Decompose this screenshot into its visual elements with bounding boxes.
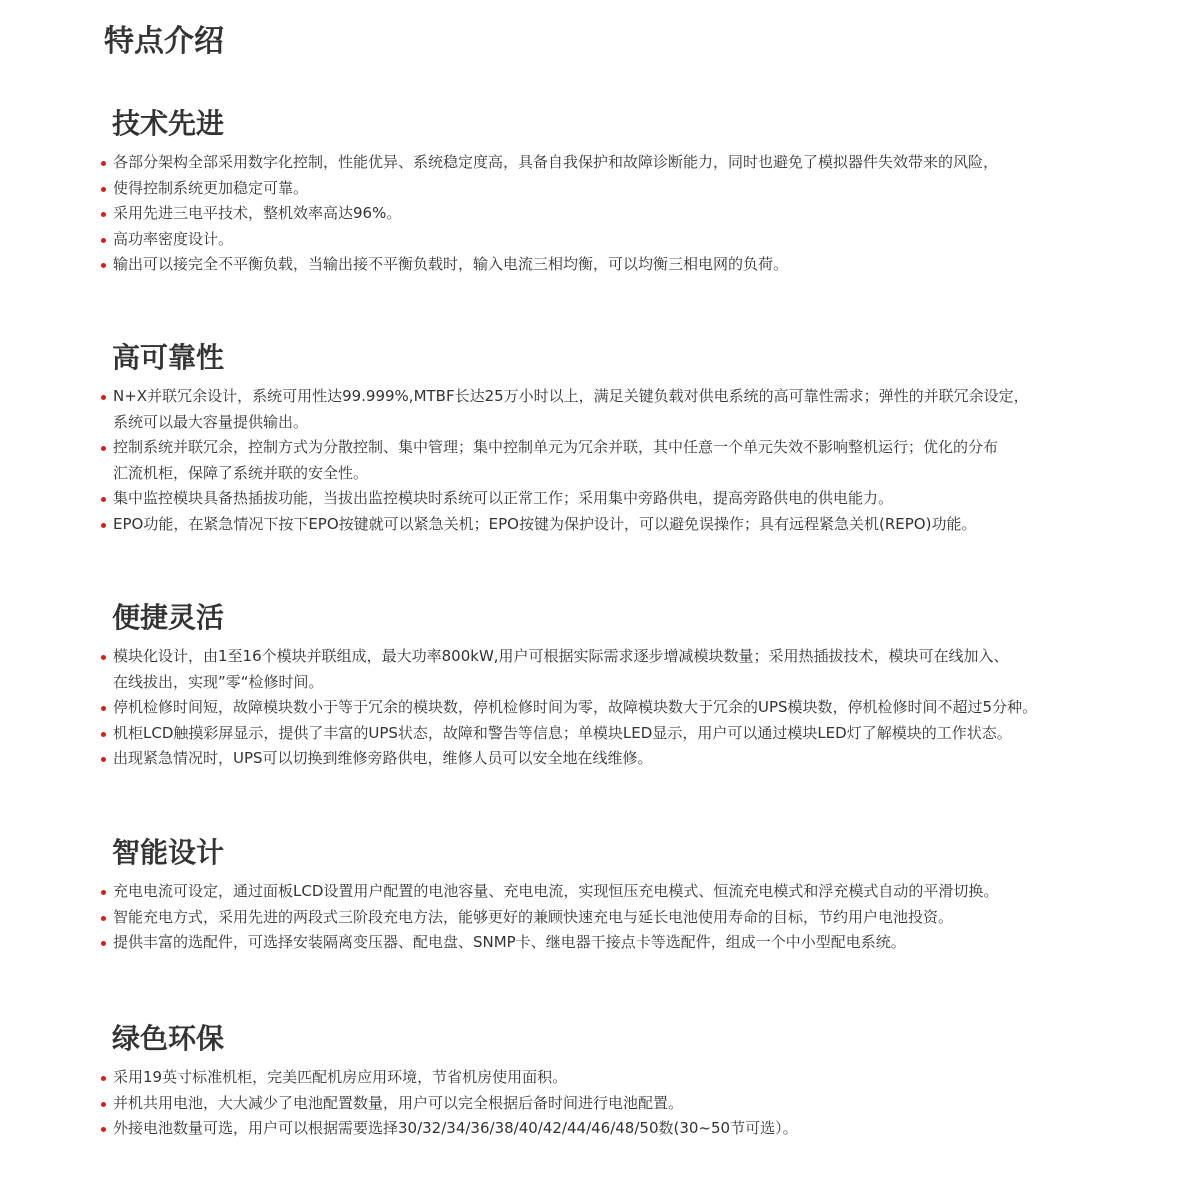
bullet-dot-icon	[101, 523, 106, 528]
list-item	[100, 746, 1160, 772]
section-reliability	[100, 340, 1160, 537]
bullet-dot-icon	[101, 706, 106, 711]
list-item-text: 高功率密度设计。	[113, 229, 234, 248]
list-item	[100, 201, 1160, 227]
list-item-text: 出现紧急情况时，UPS可以切换到维修旁路供电，维修人员可以安全地在线维修。	[113, 749, 653, 767]
list-item-text: 外接电池数量可选，用户可以根据需要选择30/32/34/36/38/40/42/44/46/48/50数(30~50节可选）。	[113, 1119, 798, 1137]
list-item-text: 使得控制系统更加稳定可靠。	[113, 178, 309, 197]
bullet-dot-icon	[101, 941, 106, 946]
list-item	[100, 1116, 1160, 1142]
list-item	[100, 930, 1160, 956]
bullet-list	[100, 384, 1160, 537]
bullet-dot-icon	[101, 1102, 106, 1107]
section-heading: 便捷灵活	[112, 601, 225, 634]
bullet-dot-icon	[101, 187, 106, 192]
bullet-list	[100, 644, 1160, 772]
list-item	[100, 1091, 1160, 1117]
bullet-dot-icon	[101, 1127, 106, 1132]
list-item-text: 控制系统并联冗余，控制方式为分散控制、集中管理；集中控制单元为冗余并联，其中任意一个单元失效不影响整机运行；优化的分布 汇流机柜，保障了系统并联的安全性。	[113, 438, 999, 482]
bullet-dot-icon	[101, 757, 106, 762]
bullet-list	[100, 150, 1160, 278]
section-heading: 技术先进	[112, 107, 225, 140]
list-item-text: 并机共用电池，大大减少了电池配置数量，用户可以完全根据后备时间进行电池配置。	[113, 1093, 684, 1112]
list-item	[100, 176, 1160, 202]
bullet-dot-icon	[101, 446, 106, 451]
bullet-dot-icon	[101, 497, 106, 502]
section-heading: 智能设计	[112, 836, 225, 869]
section-flexibility	[100, 600, 1160, 772]
bullet-dot-icon	[101, 1076, 106, 1081]
list-item-text: 集中监控模块具备热插拔功能，当拔出监控模块时系统可以正常工作；采用集中旁路供电，提高旁路供电的供电能力。	[113, 489, 894, 507]
bullet-list	[100, 1065, 1160, 1142]
bullet-dot-icon	[101, 263, 106, 268]
list-item-text: EPO功能，在紧急情况下按下EPO按键就可以紧急关机；EPO按键为保护设计，可以避免误操作；具有远程紧急关机(REPO)功能。	[113, 514, 977, 533]
bullet-dot-icon	[101, 732, 106, 737]
section-green	[100, 1021, 1160, 1142]
bullet-dot-icon	[101, 161, 106, 166]
list-item-text: 充电电流可设定，通过面板LCD设置用户配置的电池容量、充电电流，实现恒压充电模式、恒流充电模式和浮充模式自动的平滑切换。	[113, 882, 999, 900]
list-item-text: 停机检修时间短，故障模块数小于等于冗余的模块数，停机检修时间为零，故障模块数大于冗余的UPS模块数，停机检修时间不超过5分种。	[113, 698, 1038, 716]
section-technology	[100, 106, 1160, 278]
bullet-dot-icon	[101, 238, 106, 243]
section-heading: 高可靠性	[112, 341, 225, 374]
list-item-text: N+X并联冗余设计，系统可用性达99.999%,MTBF长达25万小时以上，满足关键负载对供电系统的高可靠性需求；弹性的并联冗余设定， 系统可以最大容量提供输出。	[113, 387, 1029, 431]
list-item-text: 智能充电方式，采用先进的两段式三阶段充电方法，能够更好的兼顾快速充电与延长电池使用寿命的目标，节约用户电池投资。	[113, 907, 954, 926]
list-item-text: 提供丰富的选配件，可选择安装隔离变压器、配电盘、SNMP卡、继电器干接点卡等选配件，组成一个中小型配电系统。	[113, 933, 906, 951]
list-item	[100, 721, 1160, 747]
list-item	[100, 486, 1160, 512]
bullet-dot-icon	[101, 655, 106, 660]
page-title: 特点介绍	[104, 24, 224, 59]
section-heading: 绿色环保	[112, 1022, 225, 1055]
bullet-dot-icon	[101, 916, 106, 921]
list-item-text: 各部分架构全部采用数字化控制，性能优异、系统稳定度高，具备自我保护和故障诊断能力，同时也避免了模拟器件失效带来的风险，	[113, 153, 999, 171]
list-item-text: 模块化设计，由1至16个模块并联组成，最大功率800kW,用户可根据实际需求逐步增减模块数量；采用热插拔技术，模块可在线加入、 在线拔出，实现”零“检修时间。	[113, 647, 1009, 691]
list-item	[100, 695, 1160, 721]
list-item	[100, 435, 1160, 486]
list-item-text: 采用19英寸标准机柜，完美匹配机房应用环境，节省机房使用面积。	[113, 1068, 568, 1086]
list-item	[100, 644, 1160, 695]
list-item	[100, 252, 1160, 278]
list-item-text: 机柜LCD触摸彩屏显示，提供了丰富的UPS状态，故障和警告等信息；单模块LED显示，用户可以通过模块LED灯了解模块的工作状态。	[113, 723, 1012, 742]
list-item-text: 采用先进三电平技术，整机效率高达96%。	[113, 204, 402, 222]
list-item	[100, 879, 1160, 905]
list-item-text: 输出可以接完全不平衡负载，当输出接不平衡负载时，输入电流三相均衡，可以均衡三相电网的负荷。	[113, 255, 789, 273]
list-item	[100, 1065, 1160, 1091]
bullet-dot-icon	[101, 890, 106, 895]
list-item	[100, 512, 1160, 538]
list-item	[100, 227, 1160, 253]
section-intelligent	[100, 835, 1160, 956]
list-item	[100, 905, 1160, 931]
bullet-list	[100, 879, 1160, 956]
bullet-dot-icon	[101, 212, 106, 217]
list-item	[100, 150, 1160, 176]
list-item	[100, 384, 1160, 435]
bullet-dot-icon	[101, 395, 106, 400]
